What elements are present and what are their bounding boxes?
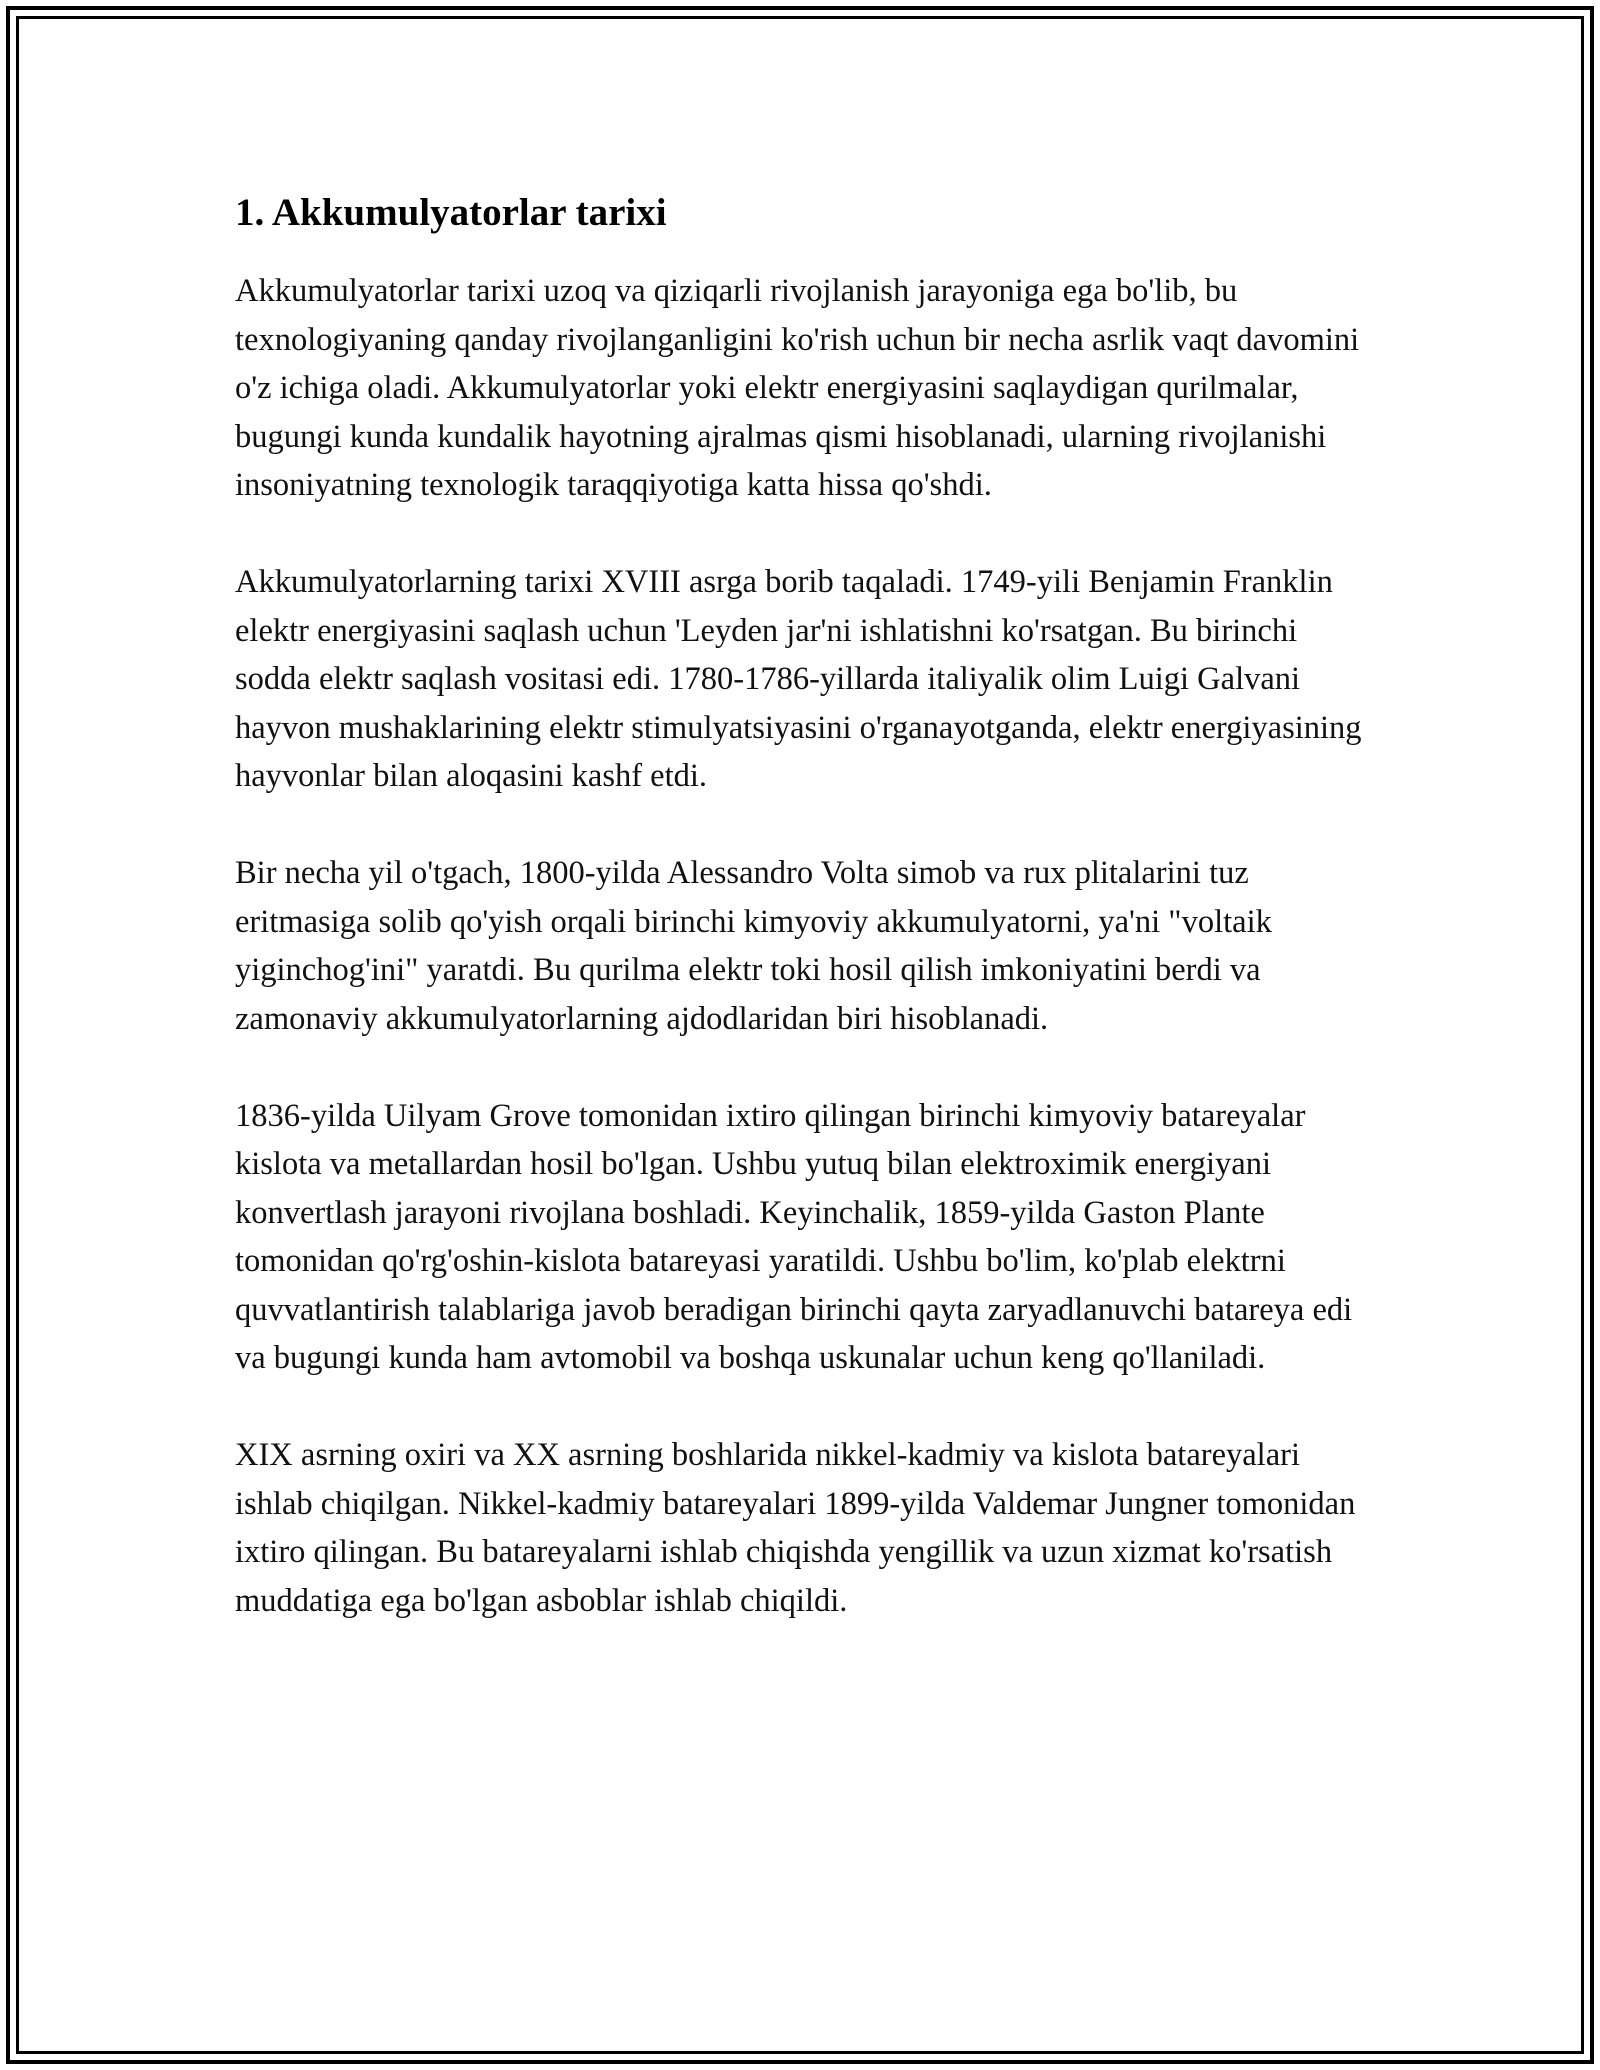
paragraph-volta: Bir necha yil o'tgach, 1800-yilda Alessandro Volta simob va rux plitalarini tuz eritmasiga solib qo'yish orqali birinchi kimyoviy akkumulyatorni, ya'ni "voltaik yiginchog'ini" yaratdi. Bu qurilma elektr toki hosil qilish imkoniyatini berdi va zamonaviy akkumulyatorlarning ajdodlaridan biri hisoblanadi. — [235, 855, 1272, 1037]
paragraph-nickel-cadmium: XIX asrning oxiri va XX asrning boshlarida nikkel-kadmiy va kislota batareyalari ishlab chiqilgan. Nikkel-kadmiy batareyalari 1899-yilda Valdemar Jungner tomonidan ixtiro qilingan. Bu batareyalarni ishlab chiqishda yengillik va uzun xizmat ko'rsatish muddatiga ega bo'lgan asboblar ishlab chiqildi. — [235, 1437, 1356, 1619]
paragraph-18th-century: Akkumulyatorlarning tarixi XVIII asrga borib taqaladi. 1749-yili Benjamin Franklin elektr energiyasini saqlash uchun 'Leyden jar'ni ishlatishni ko'rsatgan. Bu birinchi sodda elektr saqlash vositasi edi. 1780-1786-yillarda italiyalik olim Luigi Galvani hayvon mushaklarining elektr stimulyatsiyasini o'rganayotganda, elektr energiyasining hayvonlar bilan aloqasini kashf etdi. — [235, 564, 1362, 794]
section-heading: 1. Akkumulyatorlar tarixi — [235, 191, 667, 234]
paragraph-intro: Akkumulyatorlar tarixi uzoq va qiziqarli rivojlanish jarayoniga ega bo'lib, bu texnologiyaning qanday rivojlanganligini ko'rish uchun bir necha asrlik vaqt davomini o'z ichiga oladi. Akkumulyatorlar yoki elektr energiyasini saqlaydigan qurilmalar, bugungi kunda kundalik hayotning ajralmas qismi hisoblanadi, ularning rivojlanishi insoniyatning texnologik taraqqiyotiga katta hissa qo'shdi. — [235, 273, 1360, 503]
document-body — [235, 185, 1375, 1674]
paragraph-grove-plante: 1836-yilda Uilyam Grove tomonidan ixtiro qilingan birinchi kimyoviy batareyalar kislota va metallardan hosil bo'lgan. Ushbu yutuq bilan elektroximik energiyani konvertlash jarayoni rivojlana boshladi. Keyinchalik, 1859-yilda Gaston Plante tomonidan qo'rg'oshin-kislota batareyasi yaratildi. Ushbu bo'lim, ko'plab elektrni quvvatlantirish talablariga javob beradigan birinchi qayta zaryadlanuvchi batareya edi va bugungi kunda ham avtomobil va boshqa uskunalar uchun keng qo'llaniladi. — [235, 1097, 1353, 1376]
